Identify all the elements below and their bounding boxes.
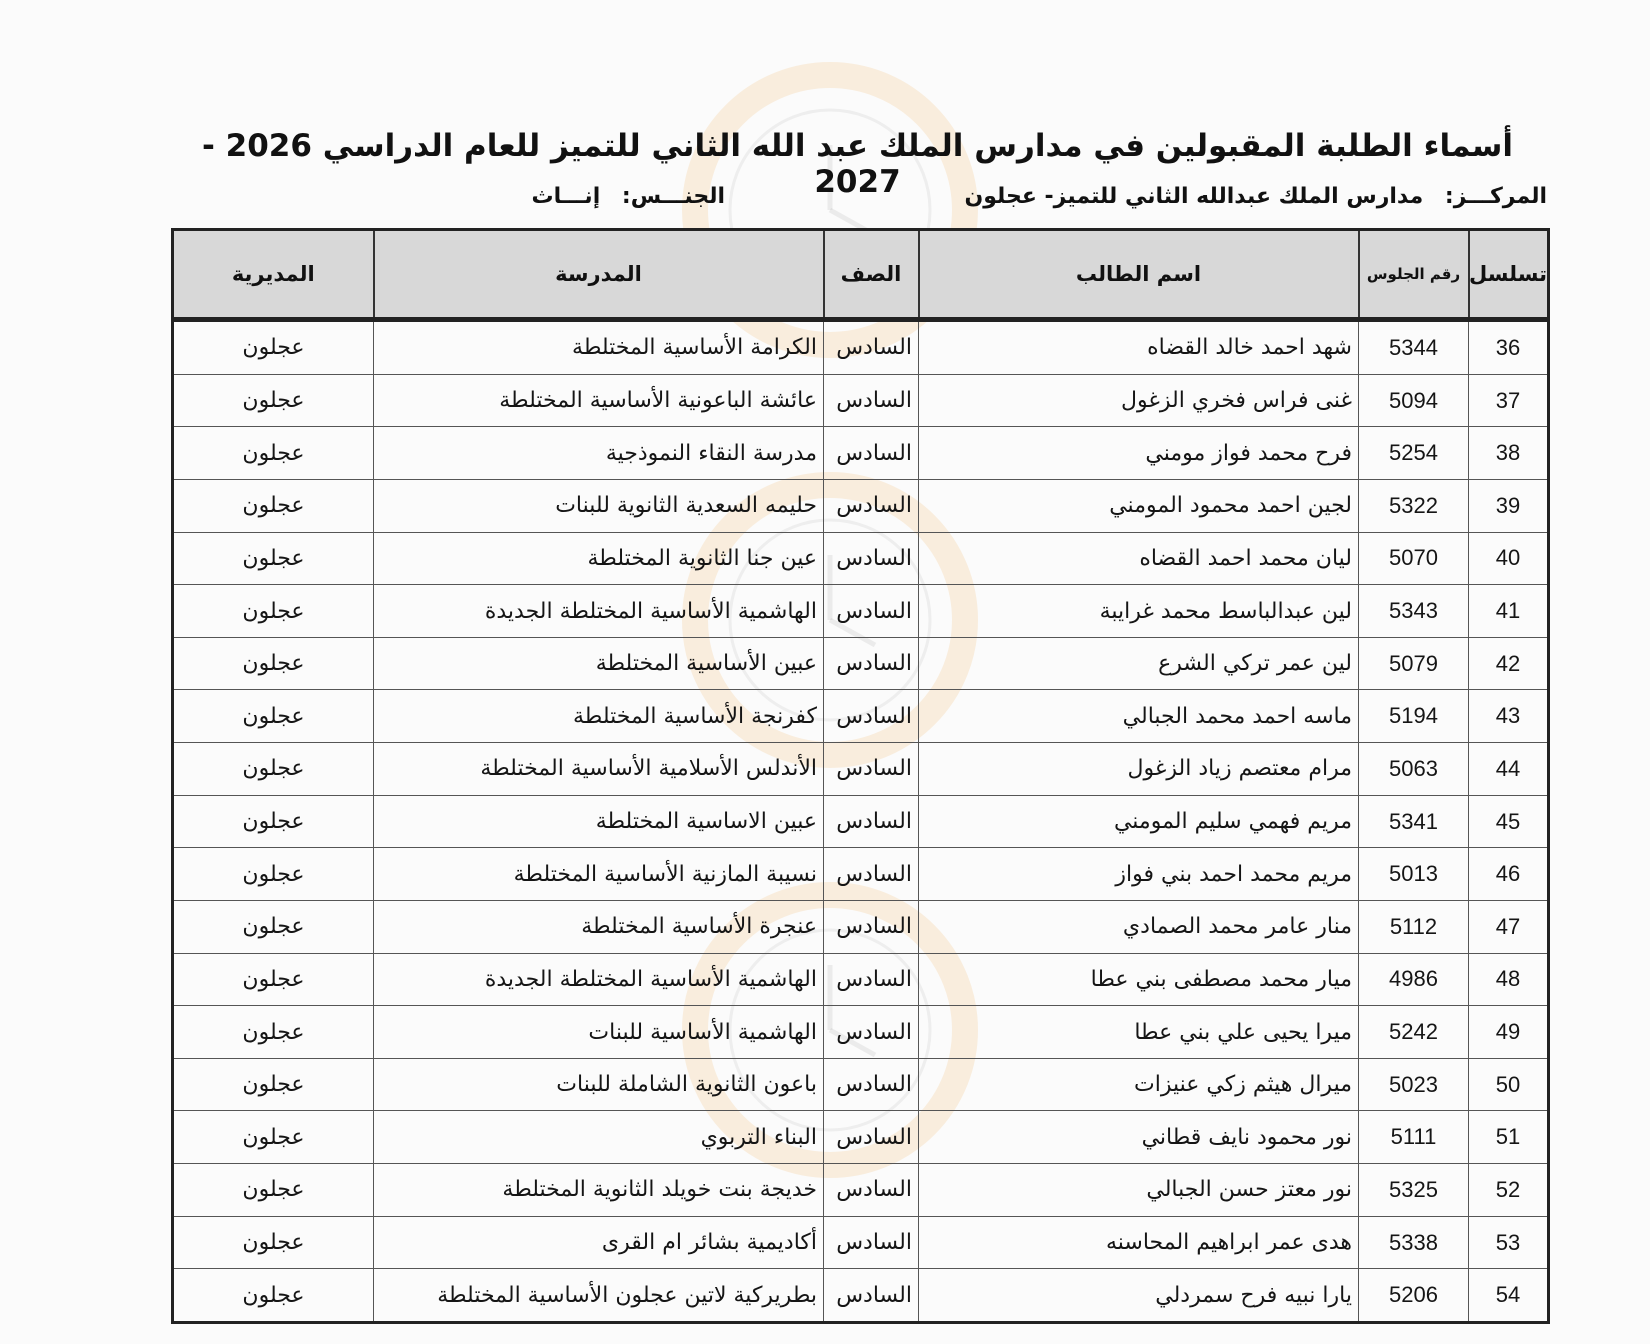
cell-grade: السادس	[824, 1006, 919, 1059]
cell-directorate: عجلون	[173, 427, 374, 480]
cell-student-name: لين عبدالباسط محمد غرايبة	[919, 585, 1359, 638]
table-row	[173, 743, 1549, 796]
table-row	[173, 637, 1549, 690]
cell-seq: 44	[1469, 743, 1549, 796]
cell-school: عبين الاساسية المختلطة	[374, 795, 824, 848]
cell-directorate: عجلون	[173, 1111, 374, 1164]
cell-student-name: نور محمود نايف قطاني	[919, 1111, 1359, 1164]
cell-student-name: مرام معتصم زياد الزغول	[919, 743, 1359, 796]
cell-student-name: غنى فراس فخري الزغول	[919, 374, 1359, 427]
table-row	[173, 374, 1549, 427]
cell-student-name: ماسه احمد محمد الجبالي	[919, 690, 1359, 743]
cell-directorate: عجلون	[173, 637, 374, 690]
cell-grade: السادس	[824, 848, 919, 901]
cell-school: عائشة الباعونية الأساسية المختلطة	[374, 374, 824, 427]
cell-school: الكرامة الأساسية المختلطة	[374, 320, 824, 375]
cell-school: مدرسة النقاء النموذجية	[374, 427, 824, 480]
header-name: اسم الطالب	[919, 230, 1359, 320]
header-grade: الصف	[824, 230, 919, 320]
cell-seat: 5322	[1359, 479, 1469, 532]
cell-grade: السادس	[824, 743, 919, 796]
cell-grade: السادس	[824, 953, 919, 1006]
table-header-row	[173, 230, 1549, 320]
center-value: مدارس الملك عبدالله الثاني للتميز- عجلون	[964, 184, 1424, 209]
cell-directorate: عجلون	[173, 532, 374, 585]
cell-grade: السادس	[824, 427, 919, 480]
cell-grade: السادس	[824, 1058, 919, 1111]
table-body	[173, 320, 1549, 1323]
cell-school: عنجرة الأساسية المختلطة	[374, 900, 824, 953]
cell-seat: 5013	[1359, 848, 1469, 901]
cell-school: الهاشمية الأساسية المختلطة الجديدة	[374, 585, 824, 638]
table-row	[173, 953, 1549, 1006]
cell-directorate: عجلون	[173, 1164, 374, 1217]
cell-student-name: شهد احمد خالد القضاه	[919, 320, 1359, 375]
cell-seq: 52	[1469, 1164, 1549, 1217]
cell-student-name: فرح محمد فواز مومني	[919, 427, 1359, 480]
cell-student-name: ليان محمد احمد القضاه	[919, 532, 1359, 585]
cell-seq: 38	[1469, 427, 1549, 480]
cell-seq: 53	[1469, 1216, 1549, 1269]
cell-seq: 48	[1469, 953, 1549, 1006]
cell-seq: 46	[1469, 848, 1549, 901]
table-row	[173, 1006, 1549, 1059]
cell-seat: 5254	[1359, 427, 1469, 480]
center-label: المركـــز:	[1444, 184, 1547, 209]
table-row	[173, 690, 1549, 743]
cell-school: بطريركية لاتين عجلون الأساسية المختلطة	[374, 1269, 824, 1323]
cell-grade: السادس	[824, 1111, 919, 1164]
cell-seat: 5343	[1359, 585, 1469, 638]
cell-directorate: عجلون	[173, 848, 374, 901]
cell-grade: السادس	[824, 374, 919, 427]
cell-grade: السادس	[824, 690, 919, 743]
cell-school: الأندلس الأسلامية الأساسية المختلطة	[374, 743, 824, 796]
cell-school: خديجة بنت خويلد الثانوية المختلطة	[374, 1164, 824, 1217]
cell-seat: 5341	[1359, 795, 1469, 848]
cell-grade: السادس	[824, 585, 919, 638]
cell-seat: 5094	[1359, 374, 1469, 427]
cell-seq: 37	[1469, 374, 1549, 427]
cell-directorate: عجلون	[173, 953, 374, 1006]
gender-value: إنـــاث	[531, 184, 601, 209]
cell-school: أكاديمية بشائر ام القرى	[374, 1216, 824, 1269]
cell-seq: 47	[1469, 900, 1549, 953]
cell-student-name: مريم فهمي سليم المومني	[919, 795, 1359, 848]
cell-directorate: عجلون	[173, 1006, 374, 1059]
cell-directorate: عجلون	[173, 743, 374, 796]
cell-seat: 5242	[1359, 1006, 1469, 1059]
cell-seq: 45	[1469, 795, 1549, 848]
cell-seq: 50	[1469, 1058, 1549, 1111]
cell-school: الهاشمية الأساسية للبنات	[374, 1006, 824, 1059]
cell-seq: 41	[1469, 585, 1549, 638]
cell-school: الهاشمية الأساسية المختلطة الجديدة	[374, 953, 824, 1006]
cell-seq: 43	[1469, 690, 1549, 743]
cell-school: حليمه السعدية الثانوية للبنات	[374, 479, 824, 532]
cell-seat: 5023	[1359, 1058, 1469, 1111]
table-row	[173, 1269, 1549, 1323]
cell-seq: 39	[1469, 479, 1549, 532]
cell-seq: 49	[1469, 1006, 1549, 1059]
cell-school: البناء التربوي	[374, 1111, 824, 1164]
cell-directorate: عجلون	[173, 585, 374, 638]
cell-grade: السادس	[824, 900, 919, 953]
header-seat: رقم الجلوس	[1359, 230, 1469, 320]
center-line	[964, 184, 1547, 209]
cell-grade: السادس	[824, 532, 919, 585]
gender-label: الجنـــس:	[621, 184, 725, 209]
cell-directorate: عجلون	[173, 479, 374, 532]
cell-school: نسيبة المازنية الأساسية المختلطة	[374, 848, 824, 901]
cell-seat: 5063	[1359, 743, 1469, 796]
cell-seq: 54	[1469, 1269, 1549, 1323]
cell-student-name: مريم محمد احمد بني فواز	[919, 848, 1359, 901]
cell-student-name: منار عامر محمد الصمادي	[919, 900, 1359, 953]
table-row	[173, 585, 1549, 638]
cell-student-name: لين عمر تركي الشرع	[919, 637, 1359, 690]
cell-seat: 5070	[1359, 532, 1469, 585]
cell-grade: السادس	[824, 1216, 919, 1269]
cell-student-name: ميار محمد مصطفى بني عطا	[919, 953, 1359, 1006]
cell-directorate: عجلون	[173, 795, 374, 848]
table-row	[173, 427, 1549, 480]
cell-seat: 5338	[1359, 1216, 1469, 1269]
cell-school: كفرنجة الأساسية المختلطة	[374, 690, 824, 743]
cell-student-name: ميرال هيثم زكي عنيزات	[919, 1058, 1359, 1111]
cell-directorate: عجلون	[173, 320, 374, 375]
cell-directorate: عجلون	[173, 1269, 374, 1323]
table-row	[173, 479, 1549, 532]
header-seq: تسلسل	[1469, 230, 1549, 320]
cell-directorate: عجلون	[173, 374, 374, 427]
cell-seq: 42	[1469, 637, 1549, 690]
cell-student-name: ميرا يحيى علي بني عطا	[919, 1006, 1359, 1059]
cell-seq: 51	[1469, 1111, 1549, 1164]
cell-grade: السادس	[824, 1164, 919, 1217]
cell-directorate: عجلون	[173, 690, 374, 743]
cell-student-name: هدى عمر ابراهيم المحاسنه	[919, 1216, 1359, 1269]
cell-seat: 5325	[1359, 1164, 1469, 1217]
table-row	[173, 320, 1549, 375]
table-row	[173, 1216, 1549, 1269]
students-table	[171, 228, 1550, 1324]
cell-seat: 5112	[1359, 900, 1469, 953]
table-row	[173, 795, 1549, 848]
cell-student-name: يارا نبيه فرح سمردلي	[919, 1269, 1359, 1323]
header-school: المدرسة	[374, 230, 824, 320]
cell-school: عين جنا الثانوية المختلطة	[374, 532, 824, 585]
page-title: أسماء الطلبة المقبولين في مدارس الملك عبد الله الثاني للتميز للعام الدراسي 2026 - 2027	[202, 128, 1513, 200]
cell-seat: 4986	[1359, 953, 1469, 1006]
cell-grade: السادس	[824, 795, 919, 848]
cell-directorate: عجلون	[173, 900, 374, 953]
cell-student-name: لجين احمد محمود المومني	[919, 479, 1359, 532]
cell-seat: 5206	[1359, 1269, 1469, 1323]
cell-student-name: نور معتز حسن الجبالي	[919, 1164, 1359, 1217]
table-row	[173, 900, 1549, 953]
cell-seat: 5079	[1359, 637, 1469, 690]
table-row	[173, 532, 1549, 585]
table-row	[173, 1164, 1549, 1217]
header-directorate: المديرية	[173, 230, 374, 320]
table-row	[173, 848, 1549, 901]
cell-grade: السادس	[824, 637, 919, 690]
cell-grade: السادس	[824, 320, 919, 375]
cell-seq: 36	[1469, 320, 1549, 375]
table-row	[173, 1058, 1549, 1111]
cell-grade: السادس	[824, 479, 919, 532]
cell-seat: 5111	[1359, 1111, 1469, 1164]
cell-seat: 5344	[1359, 320, 1469, 375]
cell-directorate: عجلون	[173, 1216, 374, 1269]
gender-line	[532, 184, 726, 209]
cell-seq: 40	[1469, 532, 1549, 585]
cell-school: باعون الثانوية الشاملة للبنات	[374, 1058, 824, 1111]
cell-school: عبين الأساسية المختلطة	[374, 637, 824, 690]
cell-directorate: عجلون	[173, 1058, 374, 1111]
cell-seat: 5194	[1359, 690, 1469, 743]
table-row	[173, 1111, 1549, 1164]
cell-grade: السادس	[824, 1269, 919, 1323]
